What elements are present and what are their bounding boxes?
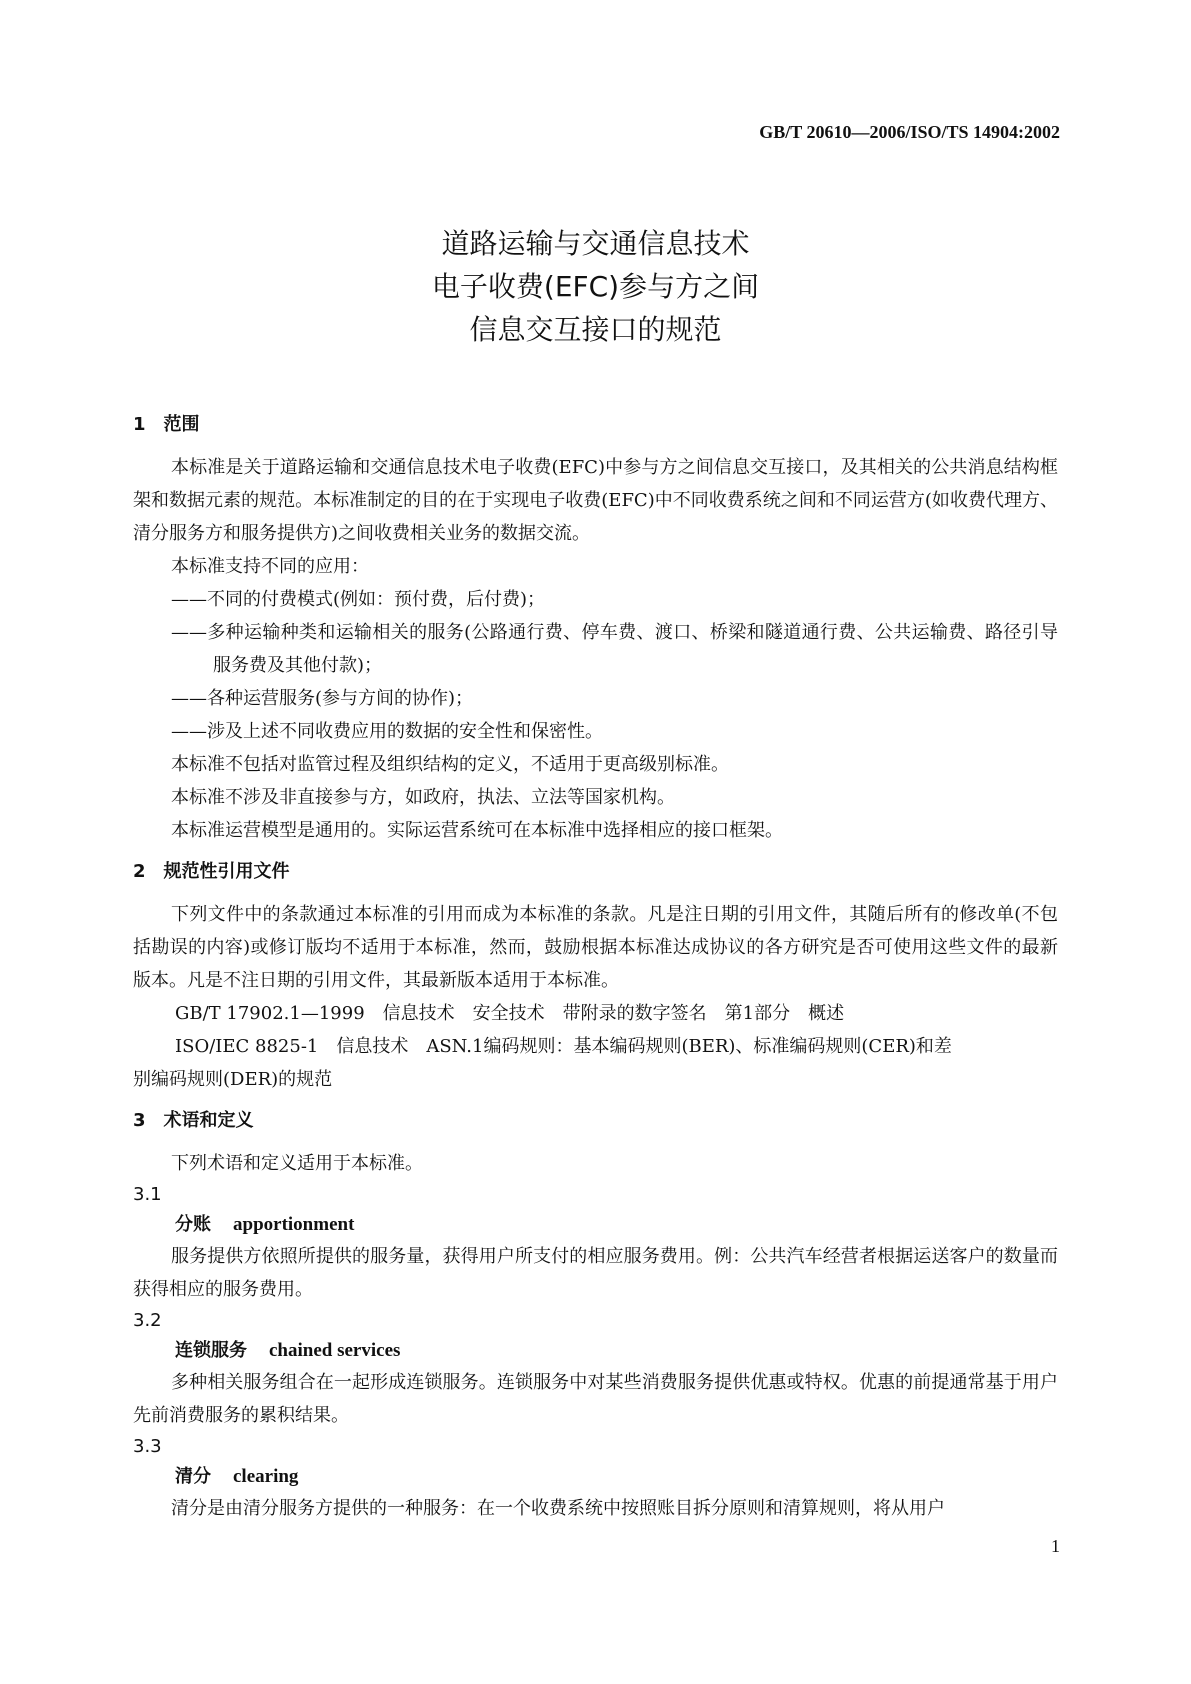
term-definition: 清分是由清分服务方提供的一种服务：在一个收费系统中按照账目拆分原则和清算规则，将从用户 (171, 1498, 945, 1519)
section-2-heading: 2 规范性引用文件 (133, 861, 290, 882)
term-definition: 服务提供方依照所提供的服务量，获得用户所支付的相应服务费用。例：公共汽车经营者根据运送客户的数量而获得相应的服务费用。 (133, 1246, 1058, 1300)
section-1-paragraph-2: 本标准支持不同的应用： (171, 556, 369, 577)
document-title (0, 222, 1191, 351)
document-body (133, 408, 1058, 1525)
term-chinese: 清分 (175, 1466, 211, 1487)
section-2-paragraph-1: 下列文件中的条款通过本标准的引用而成为本标准的条款。凡是注日期的引用文件，其随后所有的修改单(不包括勘误的内容)或修订版均不适用于本标准，然而，鼓励根据本标准达成协议的各方研究是否可使用这些文件的最新版本。凡是不注日期的引用文件，其最新版本适用于本标准。 (133, 904, 1058, 991)
section-1-list-item: ——涉及上述不同收费应用的数据的安全性和保密性。 (171, 721, 603, 742)
term-chinese: 连锁服务 (175, 1340, 247, 1361)
section-1-list-item: ——不同的付费模式(例如：预付费，后付费)； (171, 589, 546, 610)
term-heading (133, 1462, 1058, 1492)
page-number: 1 (1051, 1536, 1060, 1556)
term-number: 3.3 (133, 1436, 162, 1457)
normative-reference-2-continued: 别编码规则(DER)的规范 (133, 1069, 333, 1090)
section-3-heading: 3 术语和定义 (133, 1110, 254, 1131)
term-definition: 多种相关服务组合在一起形成连锁服务。连锁服务中对某些消费服务提供优惠或特权。优惠的前提通常基于用户先前消费服务的累积结果。 (133, 1372, 1058, 1426)
section-1-list-item: ——各种运营服务(参与方间的协作)； (171, 688, 474, 709)
term-heading (133, 1210, 1058, 1240)
term-chinese: 分账 (175, 1214, 211, 1235)
term-number: 3.2 (133, 1310, 162, 1331)
standard-number: GB/T 20610—2006/ISO/TS 14904:2002 (759, 122, 1060, 142)
normative-reference-2: ISO/IEC 8825-1 信息技术 ASN.1编码规则：基本编码规则(BER)、标准编码规则(CER)和差 (175, 1036, 952, 1057)
section-1-paragraph-3: 本标准不包括对监管过程及组织结构的定义，不适用于更高级别标准。 (171, 754, 729, 775)
section-1-paragraph-4: 本标准不涉及非直接参与方，如政府，执法、立法等国家机构。 (171, 787, 675, 808)
section-1-paragraph-5: 本标准运营模型是通用的。实际运营系统可在本标准中选择相应的接口框架。 (171, 820, 783, 841)
title-line-2: 电子收费(EFC)参与方之间 (431, 270, 760, 303)
section-1-paragraph-1: 本标准是关于道路运输和交通信息技术电子收费(EFC)中参与方之间信息交互接口，及其相关的公共消息结构框架和数据元素的规范。本标准制定的目的在于实现电子收费(EFC)中不同收费系统之间和不同运营方(如收费代理方、清分服务方和服务提供方)之间收费相关业务的数据交流。 (133, 457, 1058, 544)
term-english: apportionment (233, 1214, 355, 1235)
section-3-intro: 下列术语和定义适用于本标准。 (171, 1153, 423, 1174)
title-line-3: 信息交互接口的规范 (469, 313, 722, 346)
term-english: chained services (269, 1340, 401, 1361)
title-line-1: 道路运输与交通信息技术 (441, 227, 750, 260)
section-1-heading: 1 范围 (133, 414, 200, 435)
term-english: clearing (233, 1466, 299, 1487)
normative-reference-1: GB/T 17902.1—1999 信息技术 安全技术 带附录的数字签名 第1部分 概述 (175, 1003, 845, 1024)
term-heading (133, 1336, 1058, 1366)
term-number: 3.1 (133, 1184, 162, 1205)
section-1-list-item: ——多种运输种类和运输相关的服务(公路通行费、停车费、渡口、桥梁和隧道通行费、公共运输费、路径引导服务费及其他付款)； (171, 622, 1058, 676)
